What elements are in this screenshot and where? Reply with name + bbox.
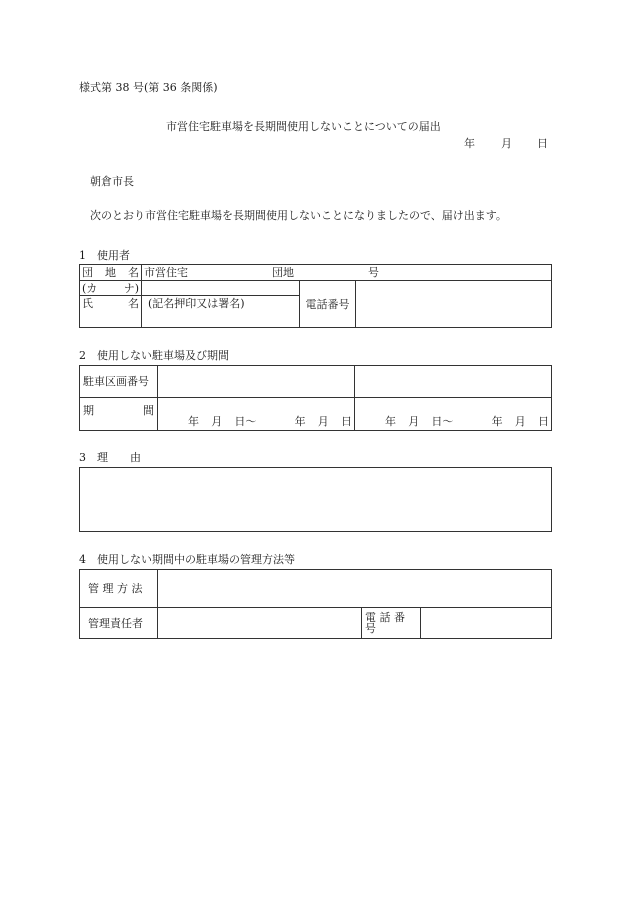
lot-field-1[interactable]: [158, 366, 355, 398]
kana-label: (カ ナ): [80, 281, 142, 296]
period-field-1[interactable]: 年 月 日～ 年 月 日: [158, 398, 355, 431]
manager-phone-label: 電 話 番 号: [362, 608, 421, 639]
section3-heading: 3 理 由: [79, 451, 141, 464]
user-table: [79, 264, 552, 328]
parking-table: [79, 365, 552, 431]
lot-label: 駐車区画番号: [80, 366, 158, 398]
date-month: 月: [501, 137, 512, 150]
danchi-unit: 団地: [272, 266, 294, 279]
addressee: 朝倉市長: [90, 175, 134, 188]
room-unit: 号: [368, 266, 379, 279]
section4-heading: 4 使用しない期間中の駐車場の管理方法等: [79, 553, 295, 566]
form-number: 様式第 38 号(第 36 条関係): [79, 81, 218, 94]
date-year: 年: [464, 137, 475, 150]
method-label: 管 理 方 法: [80, 570, 158, 608]
reason-field[interactable]: [79, 467, 552, 532]
method-field[interactable]: [158, 570, 552, 608]
lot-field-2[interactable]: [355, 366, 552, 398]
name-label: 氏 名: [80, 296, 142, 328]
period-field-2[interactable]: 年 月 日～ 年 月 日: [355, 398, 552, 431]
phone-label: 電話番号: [300, 281, 356, 328]
date-day: 日: [537, 137, 548, 150]
manager-field[interactable]: [158, 608, 362, 639]
name-field[interactable]: [142, 296, 300, 328]
section1-heading: 1 使用者: [79, 249, 130, 262]
danchi-label: 団 地 名: [80, 265, 142, 281]
manager-phone-field[interactable]: [421, 608, 552, 639]
manager-label: 管理責任者: [80, 608, 158, 639]
management-table: [79, 569, 552, 639]
danchi-field[interactable]: [142, 265, 552, 281]
page-title: 市営住宅駐車場を長期間使用しないことについての届出: [166, 120, 441, 133]
phone-field[interactable]: [356, 281, 552, 328]
statement: 次のとおり市営住宅駐車場を長期間使用しないことになりましたので、届け出ます。: [90, 209, 507, 222]
section2-heading: 2 使用しない駐車場及び期間: [79, 349, 229, 362]
kana-field[interactable]: [142, 281, 300, 296]
danchi-value: 市営住宅: [144, 266, 188, 279]
period-label: 期 間: [80, 398, 158, 431]
name-note: (記名押印又は署名): [148, 297, 245, 310]
